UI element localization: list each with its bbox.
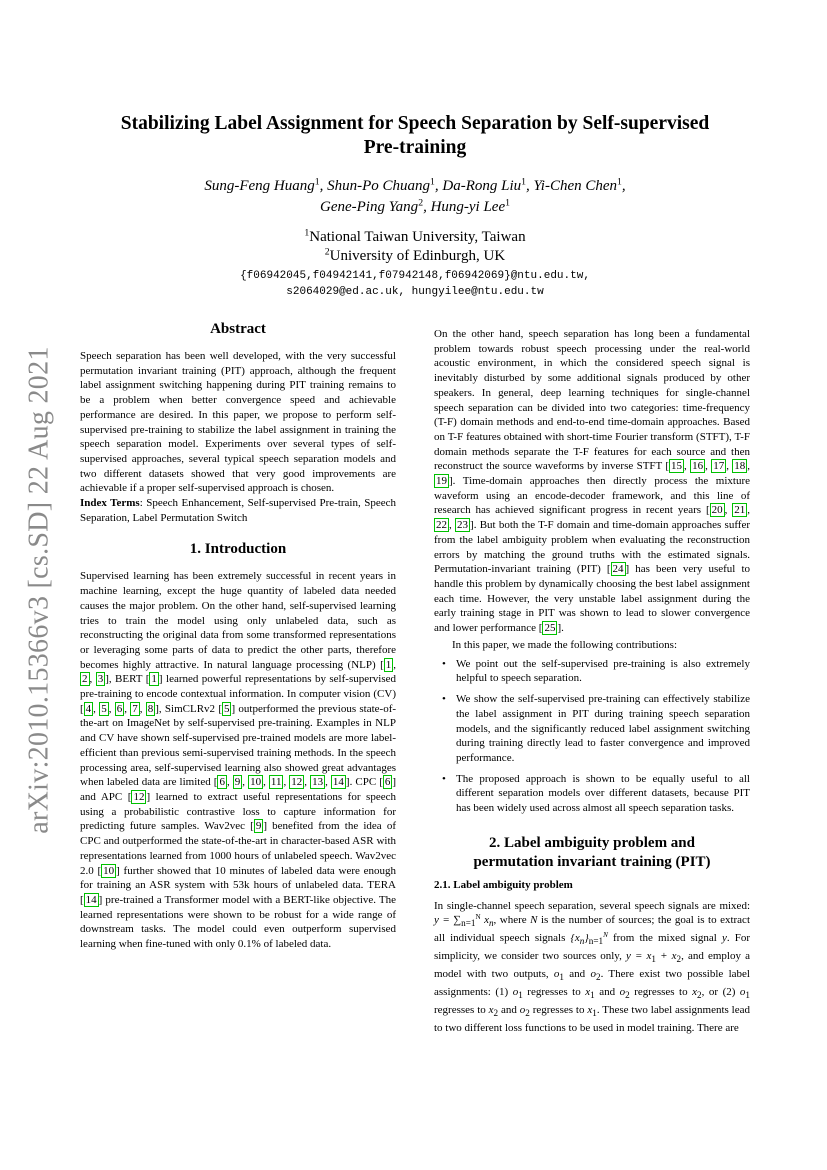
affiliation-2: University of Edinburgh, UK: [329, 248, 506, 264]
citation-link[interactable]: 6: [219, 776, 225, 789]
contributions-intro: In this paper, we made the following contributions:: [452, 639, 678, 651]
section-1-heading: 1. Introduction: [189, 541, 287, 558]
list-item: • We show the self-supervised pre-training can effectively stabilize the label assignment in PIT during training speech separation models, and the significantly reduced label assignment switching during training directly lead to faster convergence and improved performance.: [456, 692, 750, 766]
right-column: [434, 327, 750, 1035]
left-column: [80, 320, 396, 952]
abstract-body: Speech separation has been well developed, with the very successful permutation invariant training (PIT) approach, although the frequent label assignment switching happening during PIT training remains to be a problem when better convergence speed and achievable performance are desired. In this paper, we propose to perform self-supervised pre-training to stabilize the label assignment in training the speech separation model. Experiments over several types of self-supervised approaches, several typical speech separation models and two different datasets showed that very good improvements are achievable if a proper self-supervised approach is chosen.: [80, 350, 396, 495]
title-line-1: Stabilizing Label Assignment for Speech Separation by Self-supervised: [120, 113, 710, 134]
arxiv-stamp: arXiv:2010.15366v3 [cs.SD] 22 Aug 2021: [24, 346, 55, 834]
citation-link[interactable]: 6: [384, 776, 391, 789]
citation-link[interactable]: 3: [97, 673, 104, 686]
citation-link[interactable]: 12: [291, 776, 303, 789]
author: Da-Rong Liu: [442, 178, 522, 194]
citation-link[interactable]: 19: [436, 475, 447, 488]
affiliations: $^1$National Taiwan University, Taiwan $^2$University of Edinburgh, UK: [304, 227, 526, 264]
list-item: • We point out the self-supervised pre-training is also extremely helpful to speech separation.: [456, 657, 750, 686]
citation-link[interactable]: 14: [332, 776, 344, 789]
author: Sung-Feng Huang: [204, 178, 315, 194]
citation-link[interactable]: 5: [223, 702, 230, 715]
abstract-heading: Abstract: [210, 321, 266, 337]
intro-paragraph-1: Supervised learning has been extremely successful in recent years in machine learning, except the huge quantity of labeled data needed causes the major problem. On the other hand, self-supervised learning tries to train the model using only unlabeled data, such as reconstructing the original data from some transformed representations or leveraging some parts of data to predict the other parts, therefore becomes highly attractive. In natural language processing (NLP) [ 1 , 2 , 3 ], BERT [ 1 ] learned powerful representations by self-supervised pre-training to encode contextual information. In computer vision (CV) [ 4 , 5 , 6 , 7 , 8 ], SimCLRv2 [ 5 ] outperformed the previous state-of-the-art on ImageNet by self-supervised pre-training. Examples in NLP and CV have shown self-supervised pre-trained models are more label-efficient than previous semi-supervised training methods. In the speech processing area, self-supervised learning also showed great advantages when labeled data are limited [ 6 , 9 , 10 , 11 , 12 , 13 , 14 ]. CPC [ 6 ] and APC [ 12 ] learned to extract useful representations for speech using a probabilistic contrastive loss to capture information for predicting future samples. Wav2vec [ 9 ] benefited from the idea of CPC and outperformed the state-of-the-art in character-based ASR with representations learned from 1000 hours of unlabeled speech. Wav2vec 2.0 [ 10 ] further showed that 10 minutes of labeled data were enough for training an ASR system with 53k hours of unlabeled data. TERA [ 14 ] pre-trained a Transformer model with a BERT-like objective. The learned representations were shown to be robust for a wide range of downstream tasks. The model could even outperform supervised learning when fine-tuned with only 0.1% of labeled data.: [80, 570, 397, 951]
citation-link[interactable]: 1: [385, 658, 392, 671]
author-emails: {f06942045,f04942141,f07942148,f06942069}@ntu.edu.tw, s2064029@ed.ac.uk, hungyilee@ntu.edu.tw: [240, 270, 590, 298]
citation-link[interactable]: 2: [82, 673, 88, 686]
citation-link[interactable]: 20: [711, 504, 723, 517]
citation-link[interactable]: 17: [713, 460, 725, 473]
list-item: • The proposed approach is shown to be equally useful to all different separation models over different datasets, because PIT has been widely used across almost all speech separation tasks.: [456, 772, 750, 816]
citation-link[interactable]: 15: [671, 460, 683, 473]
section-2-heading: 2. Label ambiguity problem and permutation invariant training (PIT): [473, 834, 711, 870]
citation-link[interactable]: 25: [544, 622, 556, 635]
index-terms: Index Terms: Speech Enhancement, Self-supervised Pre-train, Speech Separation, Label Permutation Switch: [80, 497, 396, 524]
citation-link[interactable]: 24: [612, 563, 624, 576]
citation-link[interactable]: 9: [234, 776, 241, 789]
author: Yi-Chen Chen: [533, 178, 618, 194]
citation-link[interactable]: 23: [457, 519, 469, 532]
citation-link[interactable]: 8: [147, 702, 154, 715]
citation-link[interactable]: 6: [116, 702, 123, 715]
contribution-list: [434, 657, 750, 816]
citation-link[interactable]: 21: [734, 504, 746, 517]
citation-link[interactable]: 5: [101, 702, 107, 715]
citation-link[interactable]: 7: [132, 702, 138, 715]
citation-link[interactable]: 22: [436, 519, 447, 532]
subsection-2-1-heading: 2.1. Label ambiguity problem: [434, 878, 573, 891]
citation-link[interactable]: 1: [151, 673, 157, 686]
section-2-paragraph: In single-channel speech separation, several speech signals are mixed: $y = \sum_{n=1}^N$ $x_n$, where N is the number of sources; the goal is to extract all individual speech signals $\{x_n\}_{n=1}^N$ from the mixed signal y. For simplicity, we consider two sources only, $y = x_1 + x_2$, and employ a model with two outputs, $o_1$ and $o_2$. There exist two possible label assignments: (1) $o_1$ regresses to $x_1$ and $o_2$ regresses to $x_2$, or (2) $o_1$ regresses to $x_2$ and $o_2$ regresses to $x_1$. These two label assignments lead to two different loss functions to be used in model training. There are: [434, 899, 750, 1034]
title-line-2: Pre-training: [363, 137, 467, 158]
citation-link[interactable]: 9: [255, 820, 262, 833]
author: Hung-yi Lee: [430, 199, 506, 215]
citation-link[interactable]: 11: [270, 776, 282, 789]
citation-link[interactable]: 10: [103, 864, 115, 877]
author-list: Sung-Feng Huang$^1$, Shun-Po Chuang$^1$, Da-Rong Liu$^1$, Yi-Chen Chen$^1$, Gene-Ping Yang$^2$, Hung-yi Lee$^1$: [204, 176, 626, 215]
citation-link[interactable]: 18: [734, 460, 746, 473]
citation-link[interactable]: 13: [312, 776, 324, 789]
author: Gene-Ping Yang: [319, 199, 419, 215]
citation-link[interactable]: 12: [133, 790, 145, 803]
citation-link[interactable]: 4: [85, 702, 92, 715]
affiliation-1: National Taiwan University, Taiwan: [309, 229, 526, 245]
citation-link[interactable]: 14: [85, 893, 97, 906]
intro-paragraph-2-continued: On the other hand, speech separation has long been a fundamental problem towards robust speech processing under the real-world acoustic environment, in which the considered speech signal is inevitably disturbed by some additional signals produced by other speakers. In general, deep learning techniques for single-channel speech separation can be divided into two categories: time-frequency (T-F) domain methods and end-to-end time-domain approaches. Based on T-F features obtained with short-time Fourier transform (STFT), T-F domain methods separate the T-F features for each source and then reconstruct the source waveforms by inverse STFT [ 15 , 16 , 17 , 18 , 19 ]. Time-domain approaches then directly process the mixture waveform using an encode-decoder framework, and this line of research has achieved significant progress in recent years [ 20 , 21 , 22 , 23 ]. But both the T-F domain and time-domain approaches suffer from the label ambiguity problem when evaluating the reconstruction errors by matching the ground truths with the estimated signals. Permutation-invariant training (PIT) [ 24 ] has been very useful to handle this problem by dynamically choosing the best label assignment each time. However, the very unstable label assignment during the early training stage in PIT was shown to lead to slower convergence and lower performance [ 25 ].: [434, 328, 751, 635]
citation-link[interactable]: 16: [692, 460, 704, 473]
author: Shun-Po Chuang: [327, 178, 431, 194]
citation-link[interactable]: 10: [250, 776, 262, 789]
paper-title: [80, 112, 750, 160]
